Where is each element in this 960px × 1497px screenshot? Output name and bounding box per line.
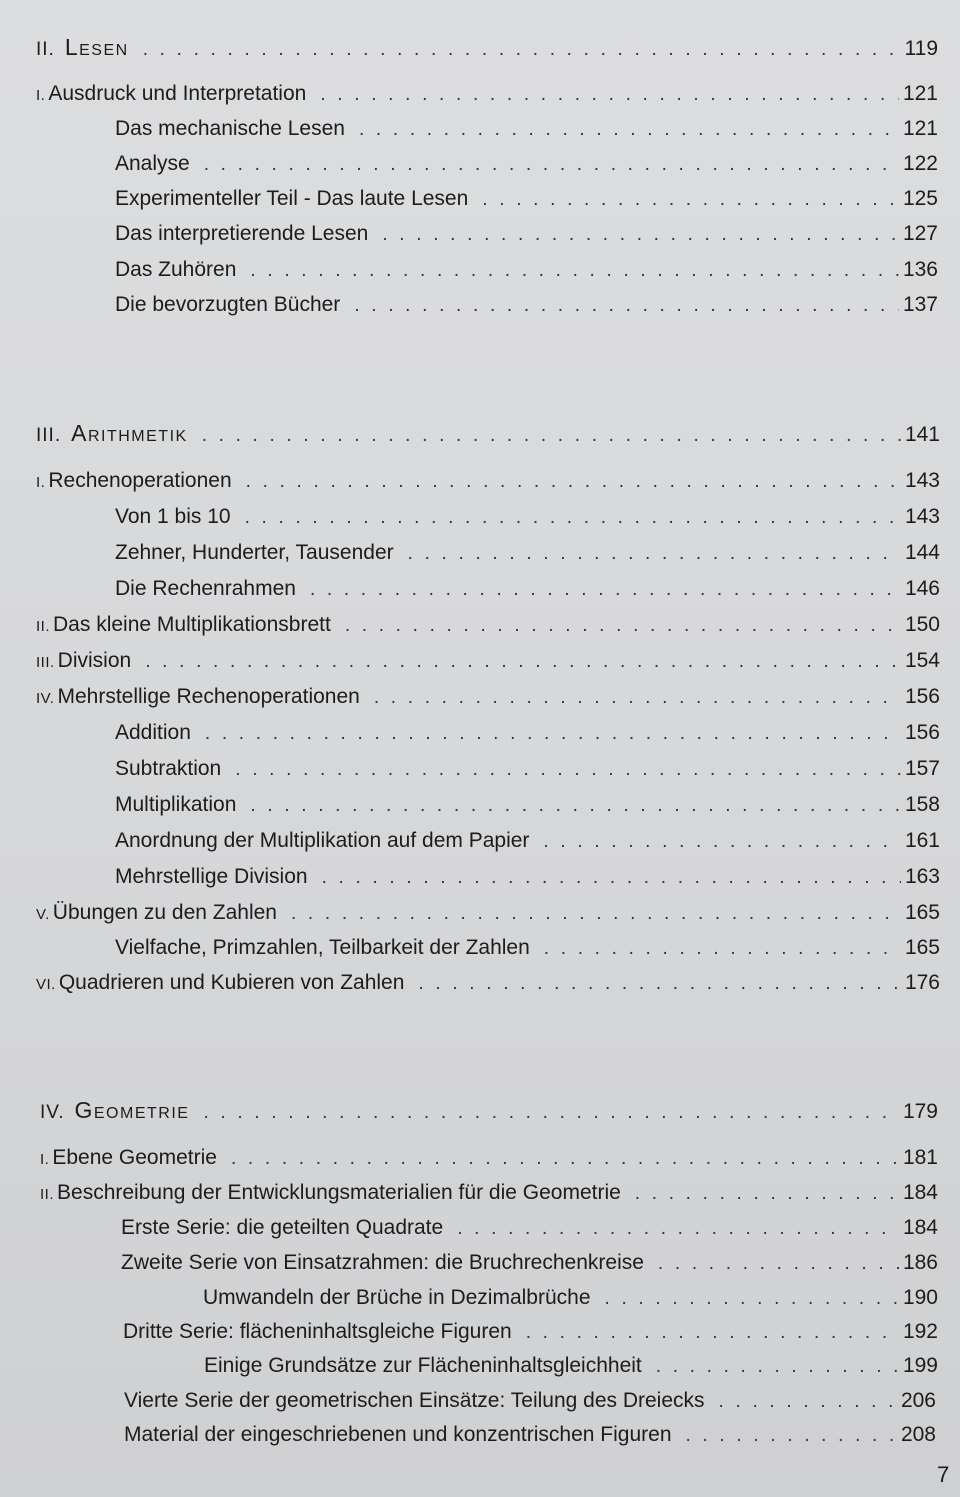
- dot-leader: [291, 903, 901, 925]
- chapter-numeral: II.: [36, 39, 55, 60]
- dot-leader: [322, 867, 901, 889]
- toc-entry: [115, 117, 938, 149]
- page-number: 208: [900, 1423, 936, 1446]
- entry-title: Analyse: [115, 152, 190, 175]
- dot-leader: [656, 1356, 899, 1378]
- toc-entry: [36, 613, 940, 645]
- entry-title: Material der eingeschriebenen und konzentrischen Figuren: [124, 1423, 672, 1446]
- toc-entry: [121, 1216, 938, 1248]
- entry-numeral: II.: [40, 1186, 55, 1203]
- toc-entry: [123, 1320, 938, 1352]
- toc-entry: [115, 258, 938, 290]
- page-number: 143: [904, 505, 940, 528]
- dot-leader: [310, 579, 901, 601]
- entry-numeral: II.: [36, 618, 51, 635]
- entry-title: Addition: [115, 721, 191, 744]
- dot-leader: [345, 615, 901, 637]
- dot-leader: [544, 938, 901, 960]
- entry-title: Das mechanische Lesen: [115, 117, 345, 140]
- toc-entry: [36, 685, 940, 717]
- entry-numeral: I.: [36, 474, 46, 491]
- toc-entry: [115, 541, 940, 573]
- page-number: 184: [902, 1216, 938, 1239]
- page-number: 163: [904, 865, 940, 888]
- dot-leader: [205, 723, 901, 745]
- page-number: 181: [902, 1146, 938, 1169]
- page-number: 161: [904, 829, 940, 852]
- dot-leader: [418, 973, 901, 995]
- page-number: 156: [904, 685, 940, 708]
- page-number: 190: [902, 1286, 938, 1309]
- page-number: 157: [904, 757, 940, 780]
- toc-entry: [115, 721, 940, 753]
- dot-leader: [374, 687, 901, 709]
- dot-leader: [250, 795, 901, 817]
- toc-entry: [115, 757, 940, 789]
- page-number: 146: [904, 577, 940, 600]
- dot-leader: [320, 84, 899, 106]
- page-number: 154: [904, 649, 940, 672]
- dot-leader: [231, 1148, 899, 1170]
- page-number: 176: [904, 971, 940, 994]
- toc-entry: [115, 865, 940, 897]
- toc-entry: [36, 971, 940, 1003]
- toc-entry: [36, 901, 940, 933]
- page-number: 206: [900, 1389, 936, 1412]
- chapter-title: Geometrie: [74, 1097, 190, 1123]
- page-number: 141: [904, 423, 940, 446]
- dot-leader: [250, 260, 899, 282]
- page-number: 192: [902, 1320, 938, 1343]
- toc-entry: [203, 1286, 938, 1318]
- entry-numeral: VI.: [36, 976, 56, 993]
- dot-leader: [145, 651, 901, 673]
- dot-leader: [202, 425, 901, 447]
- entry-title: Die Rechenrahmen: [115, 577, 296, 600]
- page-number: 136: [902, 258, 938, 281]
- toc-entry: [115, 222, 938, 254]
- page-number: 143: [904, 469, 940, 492]
- dot-leader: [658, 1253, 899, 1275]
- toc-entry: [115, 293, 938, 325]
- entry-title: Zehner, Hunderter, Tausender: [115, 541, 394, 564]
- dot-leader: [143, 39, 901, 61]
- entry-numeral: I.: [40, 1151, 50, 1168]
- entry-title: Multiplikation: [115, 793, 237, 816]
- page-number: 121: [902, 117, 938, 140]
- page-number: 119: [904, 37, 938, 60]
- page-number: 179: [902, 1100, 938, 1123]
- page-number: 127: [902, 222, 938, 245]
- entry-title: Umwandeln der Brüche in Dezimalbrüche: [203, 1286, 591, 1309]
- toc-entry: [121, 1251, 938, 1283]
- page-number: 184: [902, 1181, 938, 1204]
- toc-entry: [115, 152, 938, 184]
- dot-leader: [686, 1425, 897, 1447]
- folio-page-number: 7: [937, 1462, 950, 1487]
- toc-entry: [124, 1389, 936, 1421]
- entry-title: Quadrieren und Kubieren von Zahlen: [58, 971, 405, 994]
- page-number: 165: [904, 936, 940, 959]
- dot-leader: [719, 1391, 897, 1413]
- entry-title: Dritte Serie: flächeninhaltsgleiche Figuren: [123, 1320, 512, 1343]
- toc-chapter: [36, 420, 940, 452]
- dot-leader: [408, 543, 901, 565]
- toc-entry: [204, 1354, 938, 1386]
- toc-entry: [40, 1181, 938, 1213]
- dot-leader: [605, 1288, 899, 1310]
- page-number: 122: [902, 152, 938, 175]
- toc-entry: [115, 577, 940, 609]
- dot-leader: [359, 119, 899, 141]
- entry-title: Anordnung der Multiplikation auf dem Papier: [115, 829, 530, 852]
- entry-title: Das Zuhören: [115, 258, 237, 281]
- toc-entry: [115, 936, 940, 968]
- entry-title: Ebene Geometrie: [52, 1146, 217, 1169]
- toc-entry: [36, 469, 940, 501]
- dot-leader: [526, 1322, 899, 1344]
- toc-entry: [40, 1146, 938, 1178]
- page-number: 144: [904, 541, 940, 564]
- page-number: 186: [902, 1251, 938, 1274]
- entry-numeral: V.: [36, 906, 50, 923]
- dot-leader: [382, 224, 899, 246]
- dot-leader: [204, 154, 899, 176]
- entry-title: Einige Grundsätze zur Flächeninhaltsgleichheit: [204, 1354, 642, 1377]
- entry-title: Übungen zu den Zahlen: [52, 901, 277, 924]
- toc-entry: [115, 187, 938, 219]
- dot-leader: [543, 831, 901, 853]
- entry-title: Das interpretierende Lesen: [115, 222, 369, 245]
- dot-leader: [354, 295, 899, 317]
- chapter-numeral: III.: [36, 425, 62, 446]
- entry-title: Mehrstellige Division: [115, 865, 308, 888]
- toc-entry: [36, 82, 938, 114]
- dot-leader: [245, 507, 901, 529]
- entry-title: Division: [57, 649, 132, 672]
- chapter-numeral: IV.: [40, 1102, 65, 1123]
- page-number: 165: [904, 901, 940, 924]
- toc-entry: [36, 649, 940, 681]
- chapter-title: Lesen: [64, 34, 129, 60]
- entry-title: Von 1 bis 10: [115, 505, 231, 528]
- toc-chapter: [36, 34, 938, 66]
- entry-title: Rechenoperationen: [48, 469, 232, 492]
- page-number: 121: [902, 82, 938, 105]
- page-number: 150: [904, 613, 940, 636]
- toc-entry: [115, 793, 940, 825]
- entry-numeral: IV.: [36, 690, 55, 707]
- entry-title: Subtraktion: [115, 757, 222, 780]
- entry-title: Die bevorzugten Bücher: [115, 293, 341, 316]
- dot-leader: [203, 1102, 899, 1124]
- entry-title: Erste Serie: die geteilten Quadrate: [121, 1216, 444, 1239]
- entry-title: Vierte Serie der geometrischen Einsätze: Teilung des Dreiecks: [124, 1389, 705, 1412]
- entry-title: Beschreibung der Entwicklungsmaterialien für die Geometrie: [57, 1181, 621, 1204]
- entry-title: Experimenteller Teil - Das laute Lesen: [115, 187, 469, 210]
- chapter-title: Arithmetik: [71, 420, 188, 446]
- entry-numeral: III.: [36, 654, 55, 671]
- page-number: 137: [902, 293, 938, 316]
- toc-entry: [115, 829, 940, 861]
- entry-title: Zweite Serie von Einsatzrahmen: die Bruchrechenkreise: [121, 1251, 644, 1274]
- entry-numeral: I.: [36, 87, 46, 104]
- toc-chapter: [40, 1097, 938, 1129]
- dot-leader: [482, 189, 899, 211]
- entry-title: Das kleine Multiplikationsbrett: [53, 613, 331, 636]
- entry-title: Vielfache, Primzahlen, Teilbarkeit der Zahlen: [115, 936, 530, 959]
- toc-entry: [124, 1423, 936, 1455]
- toc-entry: [115, 505, 940, 537]
- page-number: 199: [902, 1354, 938, 1377]
- page-number: 158: [904, 793, 940, 816]
- page-number: 156: [904, 721, 940, 744]
- dot-leader: [235, 759, 901, 781]
- dot-leader: [246, 471, 901, 493]
- dot-leader: [635, 1183, 899, 1205]
- entry-title: Mehrstellige Rechenoperationen: [57, 685, 360, 708]
- entry-title: Ausdruck und Interpretation: [48, 82, 307, 105]
- page-number: 125: [902, 187, 938, 210]
- dot-leader: [457, 1218, 899, 1240]
